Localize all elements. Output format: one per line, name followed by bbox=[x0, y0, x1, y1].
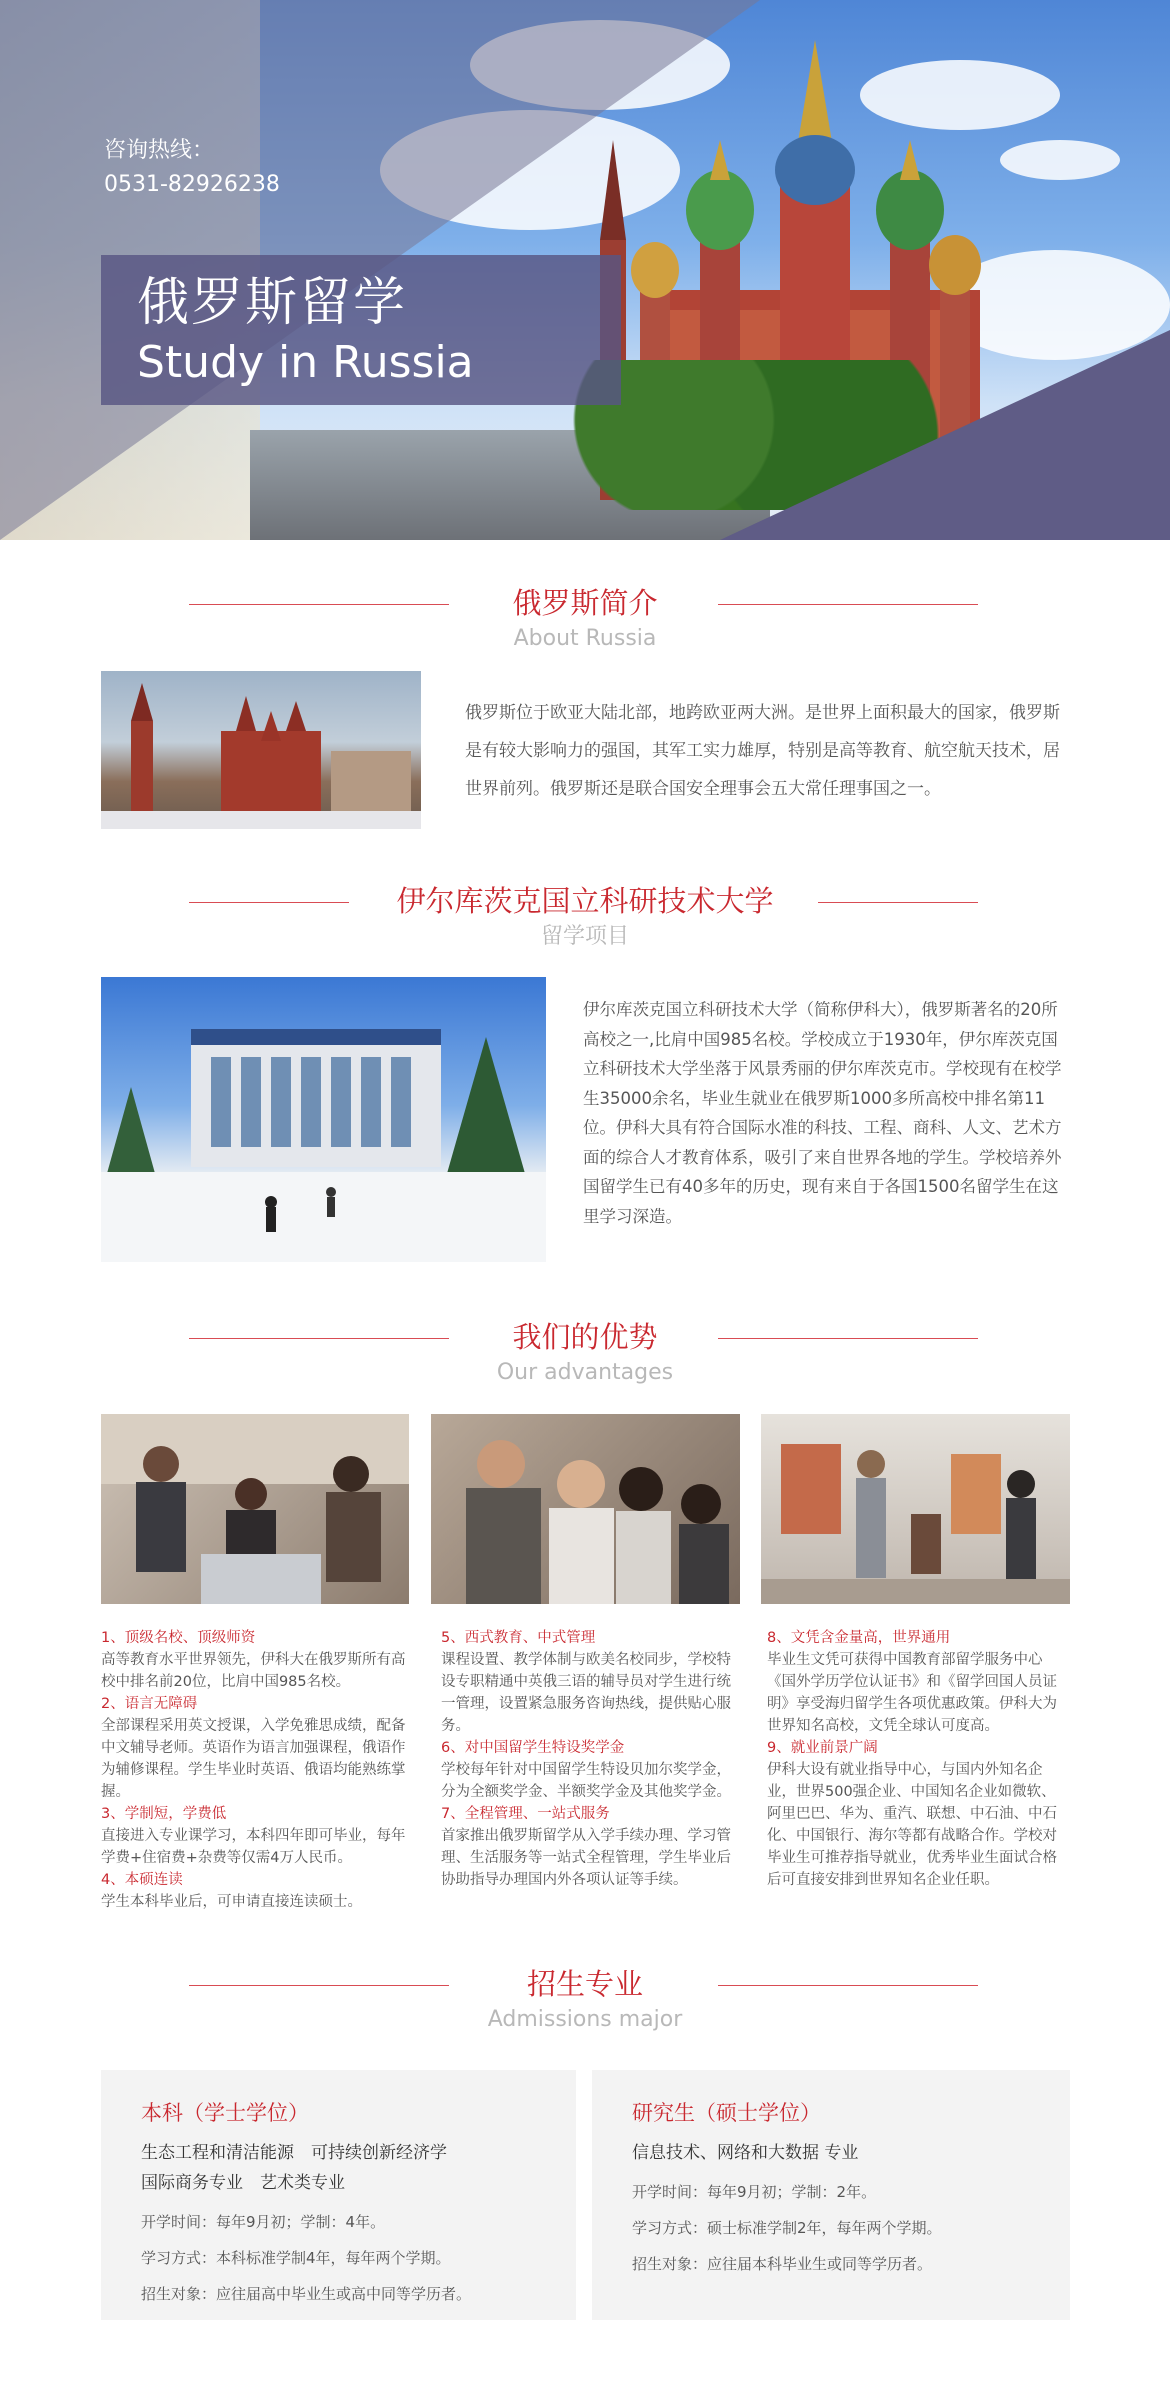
hotline bbox=[104, 134, 280, 202]
heading-line bbox=[818, 902, 978, 903]
advantages-subtitle: Our advantages bbox=[496, 1360, 674, 1385]
advantage-title: 2、语言无障碍 bbox=[101, 1696, 198, 1712]
hotline-label: 咨询热线： bbox=[104, 138, 215, 163]
advantage-photo-2 bbox=[431, 1414, 740, 1604]
about-subtitle: About Russia bbox=[513, 626, 657, 651]
heading-line bbox=[718, 1338, 978, 1339]
advantages-column-3 bbox=[767, 1627, 1070, 1891]
advantage-desc: 直接进入专业课学习，本科四年即可毕业，每年学费+住宿费+杂费等仅需4万人民币。 bbox=[101, 1828, 406, 1866]
card-info: 招生对象：应往届高中毕业生或高中同等学历者。 bbox=[141, 2285, 472, 2303]
heading-line bbox=[718, 604, 978, 605]
university-text: 伊尔库茨克国立科研技术大学（简称伊科大），俄罗斯著名的20所高校之一,比肩中国985名校。学校成立于1930年，伊尔库茨克国立科研技术大学坐落于风景秀丽的伊尔库茨克市。学校现有在校学生35000余名，毕业生就业在俄罗斯1000多所高校中排名第11位。伊科大具有符合国际水准的科技、工程、商科、人文、艺术方面的综合人才教育体系，吸引了来自世界各地的学生。学校培养外国留学生已有40多年的历史，现有来自于各国1500名留学生在这里学习深造。 bbox=[583, 1000, 1062, 1226]
admissions-title: 招生专业 bbox=[526, 1967, 643, 2001]
hotline-number[interactable]: 0531-82926238 bbox=[104, 172, 280, 197]
advantages-title: 我们的优势 bbox=[512, 1320, 658, 1354]
advantage-desc: 高等教育水平世界领先，伊科大在俄罗斯所有高校中排名前20位，比肩中国985名校。 bbox=[101, 1652, 406, 1690]
advantage-desc: 学生本科毕业后，可申请直接连读硕士。 bbox=[101, 1894, 362, 1910]
advantage-photo-1 bbox=[101, 1414, 409, 1604]
about-photo bbox=[101, 671, 421, 829]
card-major: 生态工程和清洁能源 可持续创新经济学 bbox=[141, 2143, 447, 2163]
about-heading bbox=[0, 582, 1170, 654]
card-title: 研究生（硕士学位） bbox=[632, 2101, 821, 2125]
admissions-subtitle: Admissions major bbox=[487, 2007, 683, 2032]
advantage-desc: 伊科大设有就业指导中心，与国内外知名企业，世界500强企业、中国知名企业如微软、阿里巴巴、华为、重汽、联想、中石油、中石化、中国银行、海尔等都有战略合作。学校对毕业生可推荐指导就业，优秀毕业生面试合格后可直接安排到世界知名企业任职。 bbox=[767, 1762, 1057, 1888]
university-title: 伊尔库茨克国立科研技术大学 bbox=[396, 884, 774, 918]
card-info: 招生对象：应往届本科毕业生或同等学历者。 bbox=[632, 2255, 933, 2273]
advantage-title: 4、本硕连读 bbox=[101, 1872, 183, 1888]
card-title: 本科（学士学位） bbox=[141, 2101, 309, 2125]
university-subtitle: 留学项目 bbox=[540, 924, 629, 949]
advantages-heading bbox=[0, 1316, 1170, 1388]
heading-line bbox=[189, 604, 449, 605]
advantage-title: 1、顶级名校、顶级师资 bbox=[101, 1630, 256, 1646]
advantage-title: 5、西式教育、中式管理 bbox=[441, 1630, 596, 1646]
advantage-desc: 毕业生文凭可获得中国教育部留学服务中心《国外学历学位认证书》和《留学回国人员证明》享受海归留学生各项优惠政策。伊科大为世界知名高校，文凭全球认可度高。 bbox=[767, 1652, 1057, 1734]
card-major: 信息技术、网络和大数据 专业 bbox=[632, 2143, 859, 2163]
card-info: 学习方式：本科标准学制4年，每年两个学期。 bbox=[141, 2249, 451, 2267]
advantage-photo-3 bbox=[761, 1414, 1070, 1604]
advantage-title: 7、全程管理、一站式服务 bbox=[441, 1806, 610, 1822]
advantage-title: 8、文凭含金量高，世界通用 bbox=[767, 1630, 951, 1646]
heading-line bbox=[189, 902, 349, 903]
about-text: 俄罗斯位于欧亚大陆北部，地跨欧亚两大洲。是世界上面积最大的国家，俄罗斯是有较大影响力的强国，其军工实力雄厚，特别是高等教育、航空航天技术，居世界前列。俄罗斯还是联合国安全理事会五大常任理事国之一。 bbox=[465, 703, 1060, 799]
hero-title-en: Study in Russia bbox=[137, 337, 474, 388]
hero-title-box bbox=[101, 255, 621, 405]
university-heading bbox=[0, 880, 1170, 952]
admissions-heading bbox=[0, 1963, 1170, 2035]
card-info: 开学时间：每年9月初；学制：2年。 bbox=[632, 2183, 877, 2201]
advantage-desc: 首家推出俄罗斯留学从入学手续办理、学习管理、生活服务等一站式全程管理，学生毕业后协助指导办理国内外各项认证等手续。 bbox=[441, 1828, 731, 1888]
advantages-column-2 bbox=[441, 1627, 731, 1891]
heading-line bbox=[189, 1338, 449, 1339]
advantage-title: 9、就业前景广阔 bbox=[767, 1740, 878, 1756]
advantage-desc: 课程设置、教学体制与欧美名校同步，学校特设专职精通中英俄三语的辅导员对学生进行统一管理，设置紧急服务咨询热线，提供贴心服务。 bbox=[441, 1652, 731, 1734]
advantages-column-1 bbox=[101, 1627, 409, 1913]
card-info: 开学时间：每年9月初；学制：4年。 bbox=[141, 2213, 386, 2231]
card-major: 国际商务专业 艺术类专业 bbox=[141, 2173, 345, 2193]
admission-card-bachelor bbox=[101, 2070, 576, 2320]
admission-card-master bbox=[592, 2070, 1070, 2320]
advantage-title: 6、对中国留学生特设奖学金 bbox=[441, 1740, 625, 1756]
advantage-desc: 学校每年针对中国留学生特设贝加尔奖学金，分为全额奖学金、半额奖学金及其他奖学金。 bbox=[441, 1762, 731, 1800]
card-info: 学习方式：硕士标准学制2年，每年两个学期。 bbox=[632, 2219, 942, 2237]
heading-line bbox=[189, 1985, 449, 1986]
university-photo bbox=[101, 977, 546, 1262]
hero-title-cn: 俄罗斯留学 bbox=[137, 273, 408, 333]
hero-banner bbox=[0, 0, 1170, 540]
heading-line bbox=[718, 1985, 978, 1986]
about-title: 俄罗斯简介 bbox=[512, 586, 658, 620]
advantage-title: 3、学制短，学费低 bbox=[101, 1806, 227, 1822]
advantage-desc: 全部课程采用英文授课，入学免雅思成绩，配备中文辅导老师。英语作为语言加强课程，俄语作为辅修课程。学生毕业时英语、俄语均能熟练掌握。 bbox=[101, 1718, 406, 1800]
